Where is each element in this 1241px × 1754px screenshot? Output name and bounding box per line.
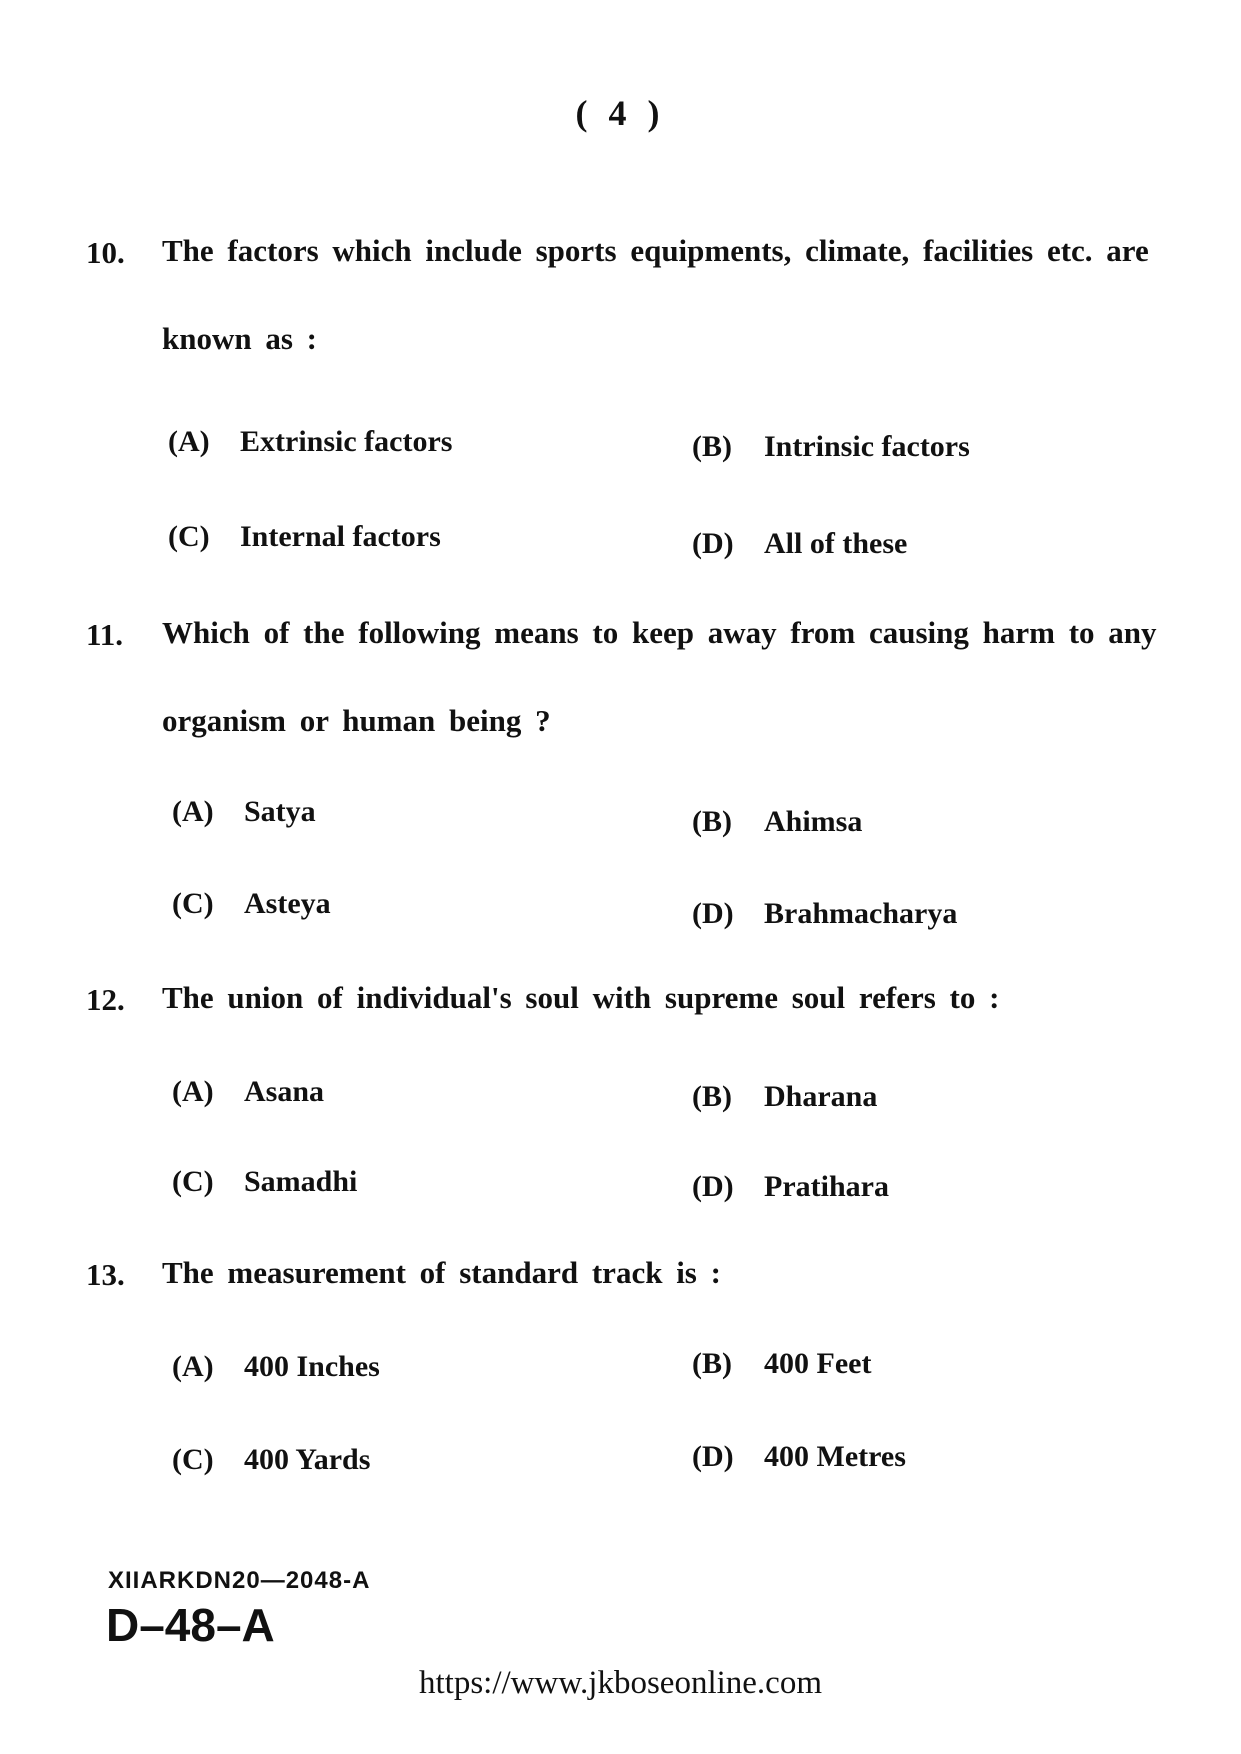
option-text: 400 Feet [764,1347,872,1380]
option-letter: (B) [692,430,732,463]
option-letter: (C) [172,1443,214,1476]
option-a [172,1350,380,1384]
option-letter: (A) [172,1350,214,1383]
option-letter: (D) [692,1440,734,1473]
question-number: 10. [86,235,125,270]
option-letter: (A) [168,425,210,458]
option-letter: (A) [172,795,214,828]
question-text: The measurement of standard track is : [162,1255,721,1290]
option-text: Dharana [764,1080,878,1113]
option-text: Brahmacharya [764,897,958,930]
option-a [172,1075,324,1109]
option-text: 400 Inches [244,1350,380,1383]
website-url[interactable]: https://www.jkboseonline.com [419,1665,822,1701]
question-number: 12. [86,982,125,1017]
option-b [692,430,970,464]
question-number: 13. [86,1257,125,1292]
option-c [172,1165,357,1199]
option-a [172,795,316,829]
option-d [692,1440,906,1474]
option-b [692,1080,877,1114]
option-a [168,425,452,459]
option-text: Satya [244,795,316,828]
option-text: 400 Metres [764,1440,906,1473]
option-d [692,527,907,561]
option-c [172,1443,370,1477]
option-b [692,805,862,839]
option-text: Asana [244,1075,325,1108]
question-text: The union of individual's soul with supreme soul refers to : [162,980,1000,1015]
question-number: 11. [86,617,124,652]
option-letter: (D) [692,527,734,560]
set-code: D–48–A [106,1599,275,1651]
option-text: All of these [764,527,908,560]
option-letter: (B) [692,1347,732,1380]
option-text: Extrinsic factors [240,425,453,458]
option-letter: (B) [692,805,732,838]
option-c [168,520,441,554]
option-letter: (A) [172,1075,214,1108]
paper-code: XIIARKDN20—2048-A [108,1567,371,1594]
option-text: Asteya [244,887,331,920]
option-letter: (C) [168,520,210,553]
option-b [692,1347,871,1381]
question-text: The factors which include sports equipments, climate, facilities etc. are known as : [162,233,1149,356]
option-text: Samadhi [244,1165,358,1198]
option-text: Intrinsic factors [764,430,970,463]
option-letter: (B) [692,1080,732,1113]
option-c [172,887,331,921]
option-letter: (C) [172,1165,214,1198]
option-d [692,897,957,931]
option-text: Ahimsa [764,805,863,838]
option-letter: (C) [172,887,214,920]
question-text: Which of the following means to keep away from causing harm to any organism or human being ? [162,615,1157,738]
option-letter: (D) [692,1170,734,1203]
option-text: 400 Yards [244,1443,371,1476]
option-letter: (D) [692,897,734,930]
option-text: Pratihara [764,1170,889,1203]
page-number: ( 4 ) [575,93,666,133]
option-text: Internal factors [240,520,441,553]
option-d [692,1170,889,1204]
